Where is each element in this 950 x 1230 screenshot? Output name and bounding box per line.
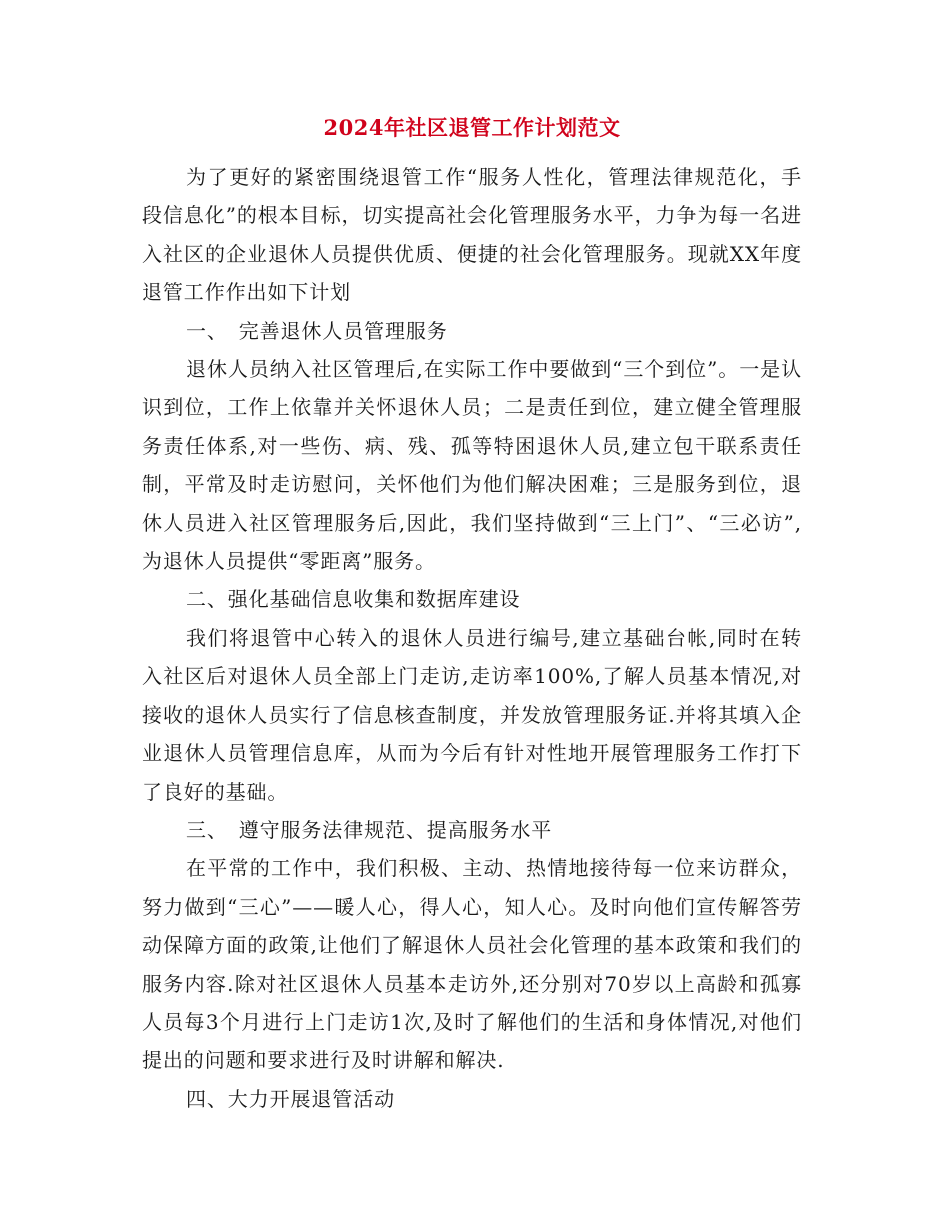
document-content bbox=[142, 112, 802, 1118]
section-1-heading: 一、 完善退休人员管理服务 bbox=[186, 318, 448, 343]
section-2-heading: 二、强化基础信息收集和数据库建设 bbox=[186, 587, 521, 612]
section-4-heading: 四、大力开展退管活动 bbox=[186, 1086, 395, 1111]
section-3-body: 在平常的工作中，我们积极、主动、热情地接待每一位来访群众，努力做到“三心”——暖人心，得人心，知人心。及时向他们宣传解答劳动保障方面的政策,让他们了解退休人员社会化管理的基本政策和我们的服务内容.除对社区退休人员基本走访外,还分别对70岁以上高龄和孤寡人员每3个月进行上门走访1次,及时了解他们的生活和身体情况,对他们提出的问题和要求进行及时讲解和解决. bbox=[142, 856, 802, 1073]
section-2-body: 我们将退管中心转入的退休人员进行编号,建立基础台帐,同时在转入社区后对退休人员全部上门走访,走访率100%,了解人员基本情况,对接收的退休人员实行了信息核查制度，并发放管理服务证.并将其填入企业退休人员管理信息库，从而为今后有针对性地开展管理服务工作打下了良好的基础。 bbox=[142, 625, 802, 804]
document-title: 2024年社区退管工作计划范文 bbox=[323, 115, 621, 140]
section-3-heading: 三、 遵守服务法律规范、提高服务水平 bbox=[186, 817, 553, 842]
intro-paragraph: 为了更好的紧密围绕退管工作“服务人性化，管理法律规范化，手段信息化”的根本目标，切实提高社会化管理服务水平，力争为每一名进入社区的企业退休人员提供优质、便捷的社会化管理服务。现就XX年度退管工作作出如下计划 bbox=[142, 165, 802, 305]
section-1-body: 退休人员纳入社区管理后,在实际工作中要做到“三个到位”。一是认识到位，工作上依靠并关怀退休人员；二是责任到位，建立健全管理服务责任体系,对一些伤、病、残、孤等特困退休人员,建立包干联系责任制，平常及时走访慰问，关怀他们为他们解决困难；三是服务到位，退休人员进入社区管理服务后,因此，我们坚持做到“三上门”、“三必访”,为退休人员提供“零距离”服务。 bbox=[142, 357, 802, 574]
